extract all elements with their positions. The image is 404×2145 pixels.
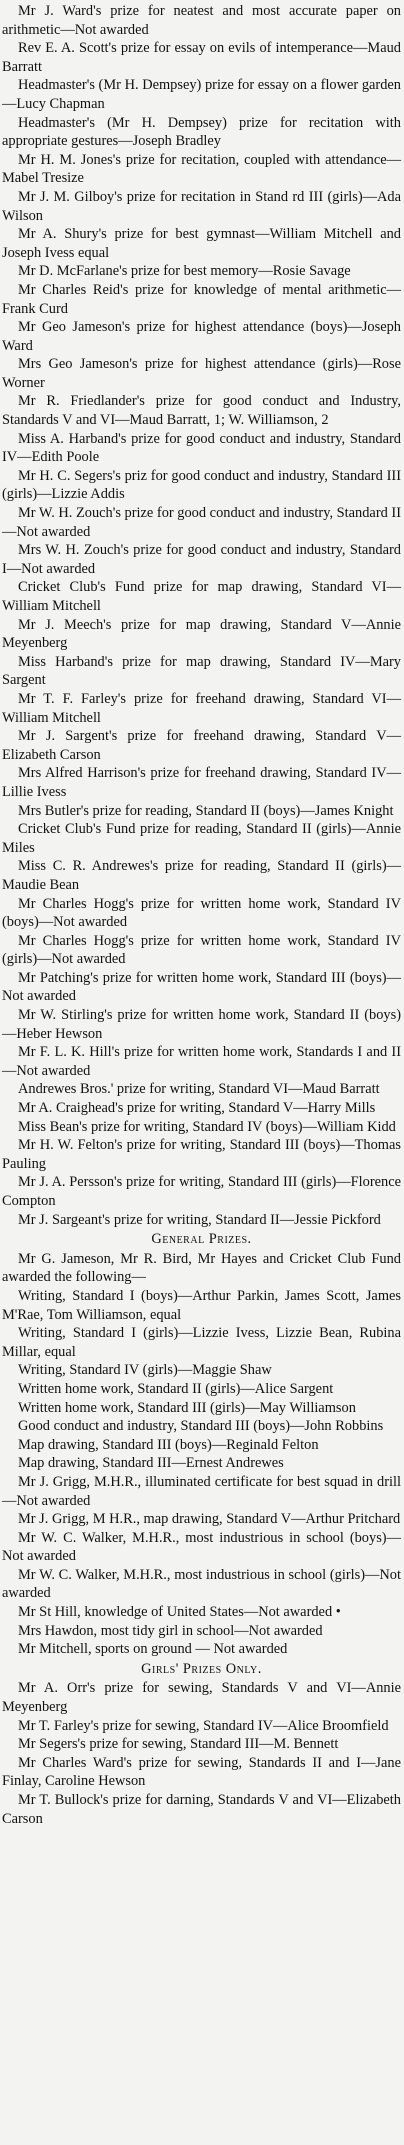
prize-entry: Mr T. Bullock's prize for darning, Standards V and VI—Elizabeth Carson bbox=[2, 1792, 401, 1827]
prize-entry: Mr H. W. Felton's prize for writing, Standard III (boys)—Thomas Pauling bbox=[2, 1137, 401, 1172]
prize-entry: Mr J. M. Gilboy's prize for recitation in Stand rd III (girls)—Ada Wilson bbox=[2, 188, 401, 224]
prize-entry: Good conduct and industry, Standard III (boys)—John Robbins bbox=[18, 1418, 384, 1435]
general-prizes-section bbox=[2, 1250, 401, 1659]
prize-entry: Mr A. Craighead's prize for writing, Standard V—Harry Mills bbox=[18, 1100, 376, 1117]
prize-entry: Headmaster's (Mr H. Dempsey) prize for essay on a flower garden—Lucy Chapman bbox=[2, 77, 401, 112]
section-heading-general-prizes: General Prizes. bbox=[151, 1231, 252, 1248]
prize-entry: Writing, Standard IV (girls)—Maggie Shaw bbox=[18, 1362, 272, 1379]
prize-entry: Writing, Standard I (girls)—Lizzie Ivess, Lizzie Bean, Rubina Millar, equal bbox=[2, 1325, 401, 1360]
prize-entry: Mr H. M. Jones's prize for recitation, coupled with attendance—Mabel Tresize bbox=[2, 151, 401, 187]
prize-entry: Map drawing, Standard III (boys)—Reginald Felton bbox=[18, 1436, 319, 1453]
prize-entry: Cricket Club's Fund prize for reading, Standard II (girls)—Annie Miles bbox=[2, 821, 401, 856]
prize-entry: Map drawing, Standard III—Ernest Andrewes bbox=[18, 1455, 284, 1472]
prize-entry: Mr Charles Reid's prize for knowledge of mental arithmetic—Frank Curd bbox=[2, 281, 401, 317]
prize-entry: Miss Bean's prize for writing, Standard IV (boys)—William Kidd bbox=[18, 1118, 396, 1135]
prize-entry: Mr T. F. Farley's prize for freehand drawing, Standard VI—William Mitchell bbox=[2, 690, 401, 726]
prize-entry: Mr J. Grigg, M.H.R., illuminated certificate for best squad in drill—Not awarded bbox=[2, 1473, 401, 1509]
prize-entry: Headmaster's (Mr H. Dempsey) prize for recitation with appropriate gestures—Joseph Bradley bbox=[2, 114, 401, 150]
section-heading-girls-prizes: Girls' Prizes Only. bbox=[141, 1660, 262, 1677]
prize-entry: Mr W. H. Zouch's prize for good conduct and industry, Standard II—Not awarded bbox=[2, 505, 401, 540]
prize-entry: Mr Geo Jameson's prize for highest attendance (boys)—Joseph Ward bbox=[2, 319, 401, 354]
prize-entry: Miss C. R. Andrewes's prize for reading, Standard II (girls)—Maudie Bean bbox=[2, 858, 401, 893]
prize-list-section bbox=[2, 2, 401, 1229]
prize-entry: Mr J. Meech's prize for map drawing, Standard V—Annie Meyenberg bbox=[2, 616, 401, 652]
prize-entry: Mr W. C. Walker, M.H.R., most industrious in school (boys)—Not awarded bbox=[2, 1529, 401, 1565]
prize-entry: Miss A. Harband's prize for good conduct and industry, Standard IV—Edith Poole bbox=[2, 430, 401, 466]
prize-entry: Mr W. C. Walker, M.H.R., most industrious in school (girls)—Not awarded bbox=[2, 1566, 401, 1602]
prize-entry: Mr J. Grigg, M H.R., map drawing, Standard V—Arthur Pritchard bbox=[18, 1511, 401, 1528]
prize-entry: Cricket Club's Fund prize for map drawing, Standard VI—William Mitchell bbox=[2, 579, 401, 614]
prize-entry: Mr R. Friedlander's prize for good conduct and Industry, Standards V and VI—Maud Barratt, 1; W. Williamson, 2 bbox=[2, 393, 401, 429]
prize-entry: Written home work, Standard II (girls)—Alice Sargent bbox=[18, 1380, 334, 1397]
prize-entry: Mr H. C. Segers's priz for good conduct and industry, Standard III (girls)—Lizzie Addis bbox=[2, 467, 401, 503]
prize-entry: Mrs Alfred Harrison's prize for freehand drawing, Standard IV—Lillie Ivess bbox=[2, 765, 401, 800]
prize-entry: Mr A. Orr's prize for sewing, Standards V and VI—Annie Meyenberg bbox=[2, 1680, 401, 1716]
prize-entry: Mr Patching's prize for written home work, Standard III (boys)—Not awarded bbox=[2, 969, 401, 1005]
prize-entry: Mrs W. H. Zouch's prize for good conduct and industry, Standard I—Not awarded bbox=[2, 542, 401, 577]
prize-entry: Mr J. A. Persson's prize for writing, Standard III (girls)—Florence Compton bbox=[2, 1174, 401, 1209]
prize-entry: Mr J. Sargent's prize for freehand drawing, Standard V—Elizabeth Carson bbox=[2, 728, 401, 763]
prize-entry: Mr Segers's prize for sewing, Standard III—M. Bennett bbox=[18, 1736, 339, 1753]
prize-entry: Mr Charles Ward's prize for sewing, Standards II and I—Jane Finlay, Caroline Hewson bbox=[2, 1754, 401, 1790]
prize-entry: Mr G. Jameson, Mr R. Bird, Mr Hayes and Cricket Club Fund awarded the following— bbox=[2, 1250, 401, 1286]
prize-entry: Mr J. Sargeant's prize for writing, Standard II—Jessie Pickford bbox=[18, 1211, 381, 1228]
girls-prizes-section bbox=[2, 1679, 401, 1828]
prize-entry: Mr Charles Hogg's prize for written home work, Standard IV (girls)—Not awarded bbox=[2, 932, 401, 968]
prize-entry: Mr W. Stirling's prize for written home work, Standard II (boys)—Heber Hewson bbox=[2, 1007, 401, 1042]
prize-entry: Mr St Hill, knowledge of United States—Not awarded • bbox=[18, 1604, 341, 1621]
prize-entry: Writing, Standard I (boys)—Arthur Parkin, James Scott, James M'Rae, Tom Williamson, equal bbox=[2, 1287, 401, 1323]
prize-entry: Mr T. Farley's prize for sewing, Standard IV—Alice Broomfield bbox=[18, 1717, 389, 1734]
prize-entry: Mr J. Ward's prize for neatest and most accurate paper on arithmetic—Not awarded bbox=[2, 3, 401, 38]
prize-entry: Miss Harband's prize for map drawing, Standard IV—Mary Sargent bbox=[2, 653, 401, 689]
prize-entry: Mrs Butler's prize for reading, Standard II (boys)—James Knight bbox=[18, 802, 394, 819]
prize-entry: Mrs Hawdon, most tidy girl in school—Not awarded bbox=[18, 1622, 323, 1639]
prize-entry: Mr F. L. K. Hill's prize for written home work, Standards I and II—Not awarded bbox=[2, 1044, 401, 1079]
prize-entry: Mr A. Shury's prize for best gymnast—William Mitchell and Joseph Ivess equal bbox=[2, 226, 401, 261]
prize-entry: Mr D. McFarlane's prize for best memory—Rosie Savage bbox=[18, 263, 351, 280]
prize-entry: Rev E. A. Scott's prize for essay on evils of intemperance—Maud Barratt bbox=[2, 40, 401, 75]
prize-entry: Mr Charles Hogg's prize for written home work, Standard IV (boys)—Not awarded bbox=[2, 895, 401, 931]
prize-entry: Mr Mitchell, sports on ground — Not awarded bbox=[18, 1641, 288, 1658]
prize-entry: Written home work, Standard III (girls)—May Williamson bbox=[18, 1399, 356, 1416]
prize-entry: Andrewes Bros.' prize for writing, Standard VI—Maud Barratt bbox=[18, 1081, 380, 1098]
prize-entry: Mrs Geo Jameson's prize for highest attendance (girls)—Rose Worner bbox=[2, 356, 401, 391]
